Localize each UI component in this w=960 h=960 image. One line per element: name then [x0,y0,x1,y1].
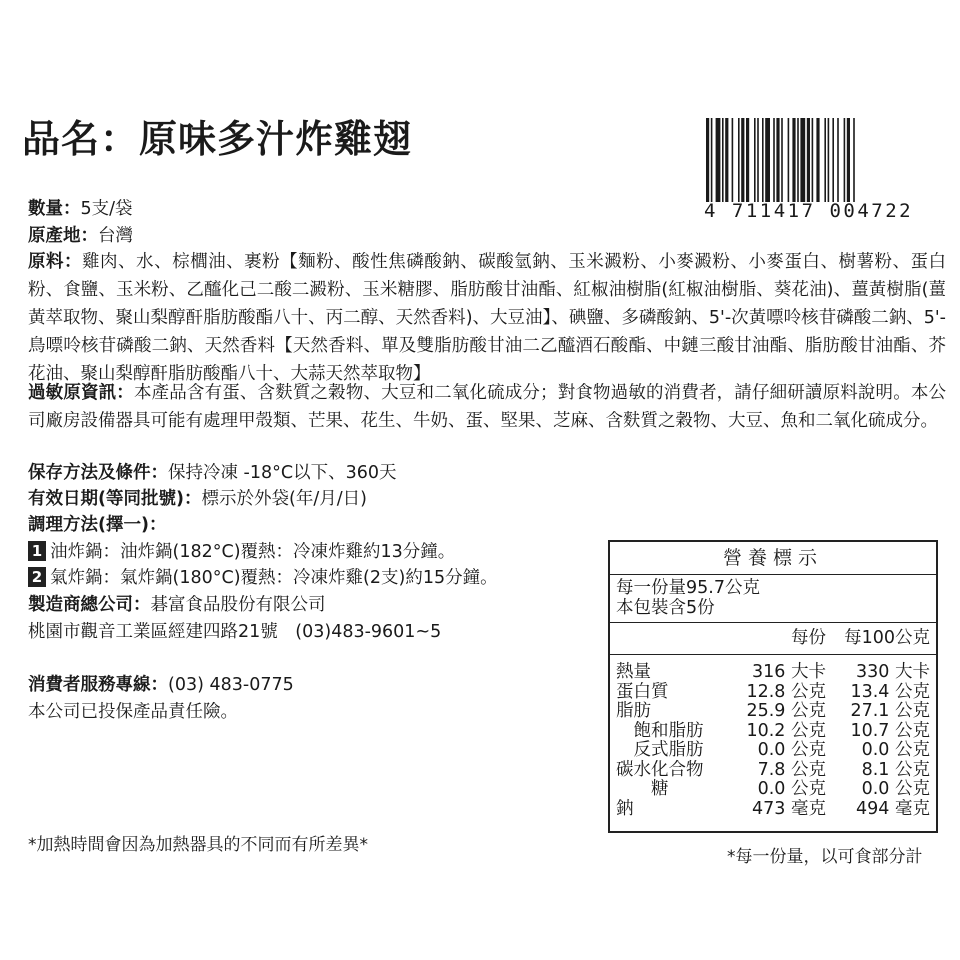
origin-value: 台灣 [98,226,133,246]
barcode-bar [792,118,795,202]
barcode-bar [716,118,721,202]
barcode-bar [738,118,740,202]
nutrition-footnote: *每一份量，以可食部分計 [727,847,923,867]
nutrition-row: 脂肪 25.9 公克 27.1 公克 [616,701,930,721]
cooking-step-1 [28,539,455,566]
nutrition-row: 蛋白質 12.8 公克 13.4 公克 [616,681,930,702]
barcode-bar [781,118,783,202]
hotline-label: 消費者服務專線： [28,675,168,695]
cooking-heading: 調理方法(擇一)： [28,515,167,535]
heating-footnote: *加熱時間會因為加熱器具的不同而有所差異* [28,835,368,855]
barcode-bar [722,118,724,202]
barcode-bar [757,118,759,202]
step-text: 氣炸鍋(180°C)覆熱：冷凍炸雞(2支)約15分鐘。 [120,568,498,588]
nutrition-title: 營養標示 [610,542,936,575]
nutrition-column-header [610,623,936,655]
cooking-step-2 [28,565,498,592]
origin-line [28,223,133,250]
storage-label: 保存方法及條件： [28,463,168,483]
col-per-100g: 每100公克 [844,628,930,648]
storage-line [28,460,397,487]
quantity-line [28,196,133,223]
manufacturer-label: 製造商總公司： [28,595,151,615]
barcode-bar [776,118,779,202]
origin-label: 原產地： [28,226,98,246]
nutrition-rows [610,655,936,819]
quantity-value: 5支/袋 [80,199,133,219]
step-label: 氣炸鍋： [50,568,120,588]
hotline-value: (03) 483-0775 [168,675,294,695]
allergen-paragraph [28,379,946,435]
insurance-note: 本公司已投保產品責任險。 [28,702,238,722]
nutrition-serving-info [610,575,936,623]
barcode-bar [711,118,713,202]
manufacturer-value: 碁富食品股份有限公司 [150,595,326,615]
allergen-label: 過敏原資訊： [28,383,134,403]
barcode-bar [706,118,709,202]
barcode-bar [837,118,839,202]
barcode-bar [832,118,834,202]
nutrition-row: 飽和脂肪 10.2 公克 10.7 公克 [616,720,930,741]
product-title: 品名：原味多汁炸雞翅 [22,117,413,161]
barcode-bar [816,118,819,202]
nutrition-row: 糖 0.0 公克 0.0 公克 [616,779,930,799]
servings-per-pack: 本包裝含5份 [616,598,715,618]
barcode-bar [732,118,734,202]
barcode-bar [828,118,830,202]
storage-value: 保持冷凍 -18°C以下、360天 [168,463,397,483]
quantity-label: 數量： [28,199,81,219]
barcode-bar [812,118,814,202]
barcode-bar [824,118,826,202]
serving-size: 每一份量95.7公克 [616,578,760,598]
ingredients-label: 原料： [28,252,83,272]
manufacturer-line [28,592,326,619]
hotline-line [28,672,294,699]
expiry-label: 有效日期(等同批號)： [28,489,202,509]
barcode-bar [844,118,846,202]
manufacturer-address: 桃園市觀音工業區經建四路21號 (03)483-9601~5 [28,622,442,642]
expiry-value: 標示於外袋(年/月/日) [201,489,367,509]
barcode-bar [800,118,805,202]
barcode-digits: 4 711417 004722 [704,200,914,222]
nutrition-row: 碳水化合物 7.8 公克 8.1 公克 [616,759,930,780]
barcode-bar [725,118,728,202]
barcode-bar [847,118,850,202]
ingredients-value: 雞肉、水、棕櫚油、裹粉【麵粉、酸性焦磷酸鈉、碳酸氫鈉、玉米澱粉、小麥澱粉、小麥蛋白、樹薯粉、蛋白粉、食鹽、玉米粉、乙醯化己二酸二澱粉、玉米糖膠、脂肪酸甘油酯、紅椒油樹脂(紅椒油樹脂、葵花油)、薑黃樹脂(薑黃萃取物、聚山梨醇酐脂肪酸酯八十、丙二醇、天然香料)、大豆油】、碘鹽、多磷酸鈉、5'-次黃嘌呤核苷磷酸二鈉、5'-鳥嘌呤核苷磷酸二鈉、天然香料【天然香料、單及雙脂肪酸甘油二乙醯酒石酸酯、中鏈三酸甘油酯、脂肪酸甘油酯、芥花油、聚山梨醇酐脂肪酸酯八十、大蒜天然萃取物】 [28,252,946,384]
barcode-bar [762,118,764,202]
ingredients-paragraph [28,248,946,388]
barcode-bar [788,118,790,202]
step-number-badge: 2 [28,567,46,587]
nutrition-panel [608,540,938,833]
barcode-bar [754,118,756,202]
barcode-bar [741,118,744,202]
step-number-badge: 1 [28,541,46,561]
barcode-bar [797,118,799,202]
barcode-bar [765,118,770,202]
col-per-serving: 每份 [791,628,826,648]
step-text: 油炸鍋(182°C)覆熱：冷凍炸雞約13分鐘。 [120,542,456,562]
nutrition-row: 反式脂肪 0.0 公克 0.0 公克 [616,740,930,760]
barcode-bars [704,118,940,202]
allergen-value: 本產品含有蛋、含麩質之穀物、大豆和二氧化硫成分；對食物過敏的消費者，請仔細研讀原料說明。本公司廠房設備器具可能有處理甲殼類、芒果、花生、牛奶、蛋、堅果、芝麻、含麩質之穀物、大豆、魚和二氧化硫成分。 [28,383,947,431]
barcode-bar [746,118,749,202]
expiry-line [28,486,367,513]
barcode [704,118,940,220]
barcode-bar [807,118,810,202]
step-label: 油炸鍋： [50,542,120,562]
barcode-bar [773,118,775,202]
nutrition-row: 熱量 316 大卡 330 大卡 [616,662,930,682]
nutrition-row: 鈉 473 毫克 494 毫克 [616,798,930,819]
barcode-bar [853,118,855,202]
